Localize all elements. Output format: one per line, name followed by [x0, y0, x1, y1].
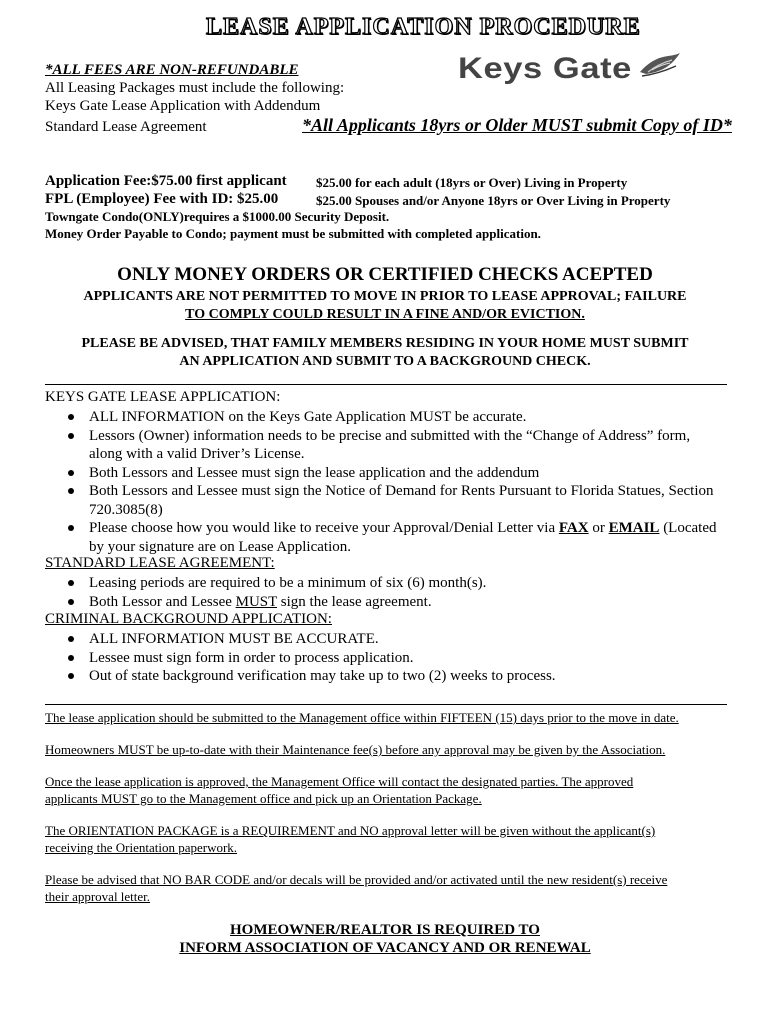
orientation-requirement-note: The ORIENTATION PACKAGE is a REQUIREMENT and NO approval letter will be given without the applicant(s) receiving the Orientation paperwork.: [45, 823, 656, 855]
fax-option: FAX: [558, 520, 589, 536]
application-fee: Application Fee:$75.00 first applicant: [45, 173, 287, 189]
id-requirement-note: *All Applicants 18yrs or Older MUST submit Copy of ID*: [302, 115, 732, 135]
fees-non-refundable-note: *ALL FEES ARE NON-REFUNDABLE: [45, 62, 299, 78]
application-fee-extra: $25.00 for each adult (18yrs or Over) Living in Property: [316, 175, 628, 190]
lease-application-list: [45, 408, 739, 556]
list-item: Both Lessors and Lessee must sign the lease application and the addendum: [45, 464, 739, 483]
move-in-warning-line2: TO COMPLY COULD RESULT IN A FINE AND/OR EVICTION.: [185, 307, 585, 322]
bullet-icon: [68, 636, 74, 642]
package-item-agreement: Standard Lease Agreement: [45, 119, 207, 135]
list-item: Lessors (Owner) information needs to be precise and submitted with the “Change of Address” form, along with a valid Driver’s License.: [45, 427, 739, 464]
document-title: LEASE APPLICATION PROCEDURE: [206, 14, 641, 40]
list-item: Both Lessor and Lessee MUST sign the lease agreement.: [45, 593, 739, 612]
money-order-note: Money Order Payable to Condo; payment must be submitted with completed application.: [45, 226, 541, 241]
keys-gate-logo: [452, 52, 680, 86]
bullet-icon: [68, 470, 74, 476]
list-item: Leasing periods are required to be a minimum of six (6) month(s).: [45, 574, 739, 593]
bullet-icon: [68, 414, 74, 420]
list-item: Both Lessors and Lessee must sign the Notice of Demand for Rents Pursuant to Florida Statues, Section 720.3085(8): [45, 482, 739, 519]
list-item: Lessee must sign form in order to process application.: [45, 649, 739, 668]
criminal-background-heading: CRIMINAL BACKGROUND APPLICATION:: [45, 611, 332, 627]
list-item: ALL INFORMATION on the Keys Gate Application MUST be accurate.: [45, 408, 739, 427]
section-divider: [45, 384, 727, 385]
closing-notice-line1: HOMEOWNER/REALTOR IS REQUIRED TO: [230, 922, 540, 938]
standard-agreement-heading: STANDARD LEASE AGREEMENT:: [45, 555, 275, 571]
section-divider: [45, 704, 727, 705]
logo-text: Keys Gate: [458, 52, 632, 85]
lease-application-heading: KEYS GATE LEASE APPLICATION:: [45, 389, 281, 405]
bullet-icon: [68, 599, 74, 605]
fpl-fee: FPL (Employee) Fee with ID: $25.00: [45, 191, 279, 207]
list-item: Please choose how you would like to receive your Approval/Denial Letter via FAX or EMAIL (Located by your signature are on Lease Application.: [45, 519, 739, 556]
bullet-icon: [68, 580, 74, 586]
bullet-icon: [68, 655, 74, 661]
bullet-icon: [68, 488, 74, 494]
closing-notice-line2: INFORM ASSOCIATION OF VACANCY AND OR RENEWAL: [179, 940, 591, 956]
bullet-icon: [68, 433, 74, 439]
family-notice-line1: PLEASE BE ADVISED, THAT FAMILY MEMBERS RESIDING IN YOUR HOME MUST SUBMIT: [81, 336, 689, 351]
packages-intro: All Leasing Packages must include the following:: [45, 80, 345, 96]
money-orders-only-notice: ONLY MONEY ORDERS OR CERTIFIED CHECKS ACEPTED: [117, 264, 653, 285]
move-in-warning-line1: APPLICANTS ARE NOT PERMITTED TO MOVE IN PRIOR TO LEASE APPROVAL; FAILURE: [83, 289, 687, 304]
barcode-decal-note: Please be advised that NO BAR CODE and/or decals will be provided and/or activated until the new resident(s) receive their approval letter.: [45, 872, 668, 904]
towngate-deposit: Towngate Condo(ONLY)requires a $1000.00 Security Deposit.: [45, 209, 390, 224]
criminal-background-list: [45, 630, 739, 686]
bullet-icon: [68, 525, 74, 531]
family-notice-line2: AN APPLICATION AND SUBMIT TO A BACKGROUND CHECK.: [179, 354, 591, 369]
list-item: ALL INFORMATION MUST BE ACCURATE.: [45, 630, 739, 649]
email-option: EMAIL: [608, 520, 660, 536]
package-item-application: Keys Gate Lease Application with Addendum: [45, 98, 321, 114]
bird-icon: [638, 52, 682, 84]
standard-agreement-list: [45, 574, 739, 611]
fpl-fee-extra: $25.00 Spouses and/or Anyone 18yrs or Over Living in Property: [316, 193, 671, 208]
orientation-pickup-note: Once the lease application is approved, the Management Office will contact the designated parties. The approved applicants MUST go to the Management office and pick up an Orientation Package.: [45, 774, 634, 806]
bullet-icon: [68, 673, 74, 679]
list-item: Out of state background verification may take up to two (2) weeks to process.: [45, 667, 739, 686]
maintenance-fee-note: Homeowners MUST be up-to-date with their Maintenance fee(s) before any approval may be given by the Association.: [45, 742, 666, 757]
submission-deadline-note: The lease application should be submitted to the Management office within FIFTEEN (15) days prior to the move in date.: [45, 710, 679, 725]
